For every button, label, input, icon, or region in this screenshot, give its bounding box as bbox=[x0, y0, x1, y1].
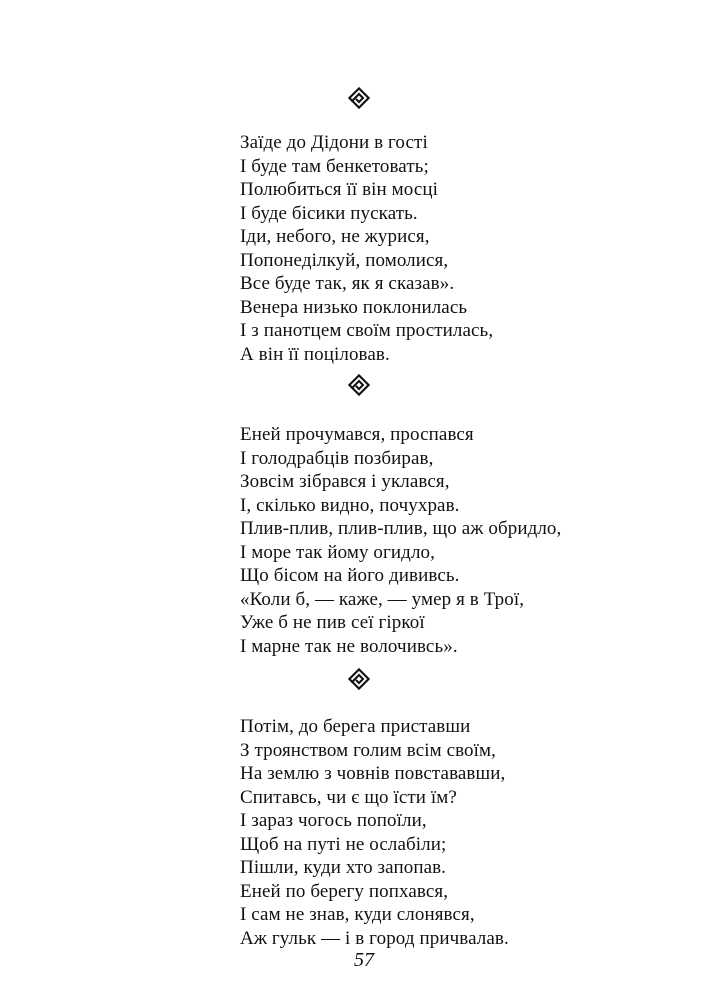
verse-line: Еней прочумався, проспався bbox=[240, 424, 474, 445]
verse-line: Еней по берегу попхався, bbox=[240, 880, 449, 902]
verse-line: Пішли, куди хто запопав. bbox=[240, 857, 447, 878]
verse-line: І марне так не волочивсь». bbox=[240, 635, 458, 657]
verse-line: А він її поціловав. bbox=[240, 343, 390, 365]
verse-line: І сам не знав, куди слонявся, bbox=[240, 904, 475, 925]
verse-line: І голодрабців позбирав, bbox=[240, 447, 434, 469]
verse-line: «Коли б, — каже, — умер я в Трої, bbox=[240, 588, 525, 610]
verse-line: Уже б не пив сеї гіркої bbox=[240, 612, 425, 633]
verse-line: Що бісом на його дививсь. bbox=[240, 565, 460, 586]
verse-line: Потім, до берега приставши bbox=[240, 716, 471, 737]
page-number: 57 bbox=[354, 949, 374, 971]
verse-line: Полюбиться її він мосці bbox=[240, 179, 439, 200]
verse-line: Іди, небого, не журися, bbox=[240, 226, 430, 247]
diamond-knot-icon bbox=[348, 668, 370, 690]
verse-line: З троянством голим всім своїм, bbox=[240, 739, 497, 761]
stanza-1 bbox=[240, 131, 660, 366]
stanza-3 bbox=[240, 715, 660, 950]
diamond-knot-icon bbox=[348, 87, 370, 109]
verse-line: Все буде так, як я сказав». bbox=[240, 273, 455, 294]
verse-line: І зараз чогось попоїли, bbox=[240, 810, 427, 831]
verse-line: Попонеділкуй, помолися, bbox=[240, 249, 449, 271]
verse-line: І з панотцем своїм простилась, bbox=[240, 320, 494, 341]
verse-line: На землю з човнів повстававши, bbox=[240, 763, 506, 784]
verse-line: Щоб на путі не ослабіли; bbox=[240, 833, 447, 855]
verse-line: Спитавсь, чи є що їсти їм? bbox=[240, 786, 457, 808]
verse-line: І море так йому огидло, bbox=[240, 541, 435, 563]
diamond-knot-icon bbox=[348, 374, 370, 396]
verse-line: Заїде до Дідони в гості bbox=[240, 132, 428, 153]
verse-line: І буде бісики пускать. bbox=[240, 202, 418, 224]
verse-line: Зовсім зібрався і уклався, bbox=[240, 471, 450, 492]
verse-line: Венера низько поклонилась bbox=[240, 296, 468, 318]
verse-line: І, скілько видно, почухрав. bbox=[240, 494, 460, 516]
stanza-2 bbox=[240, 423, 660, 658]
verse-line: І буде там бенкетовать; bbox=[240, 155, 429, 177]
verse-line: Плив-плив, плив-плив, що аж обридло, bbox=[240, 518, 562, 539]
verse-line: Аж гульк — і в город причвалав. bbox=[240, 927, 509, 949]
